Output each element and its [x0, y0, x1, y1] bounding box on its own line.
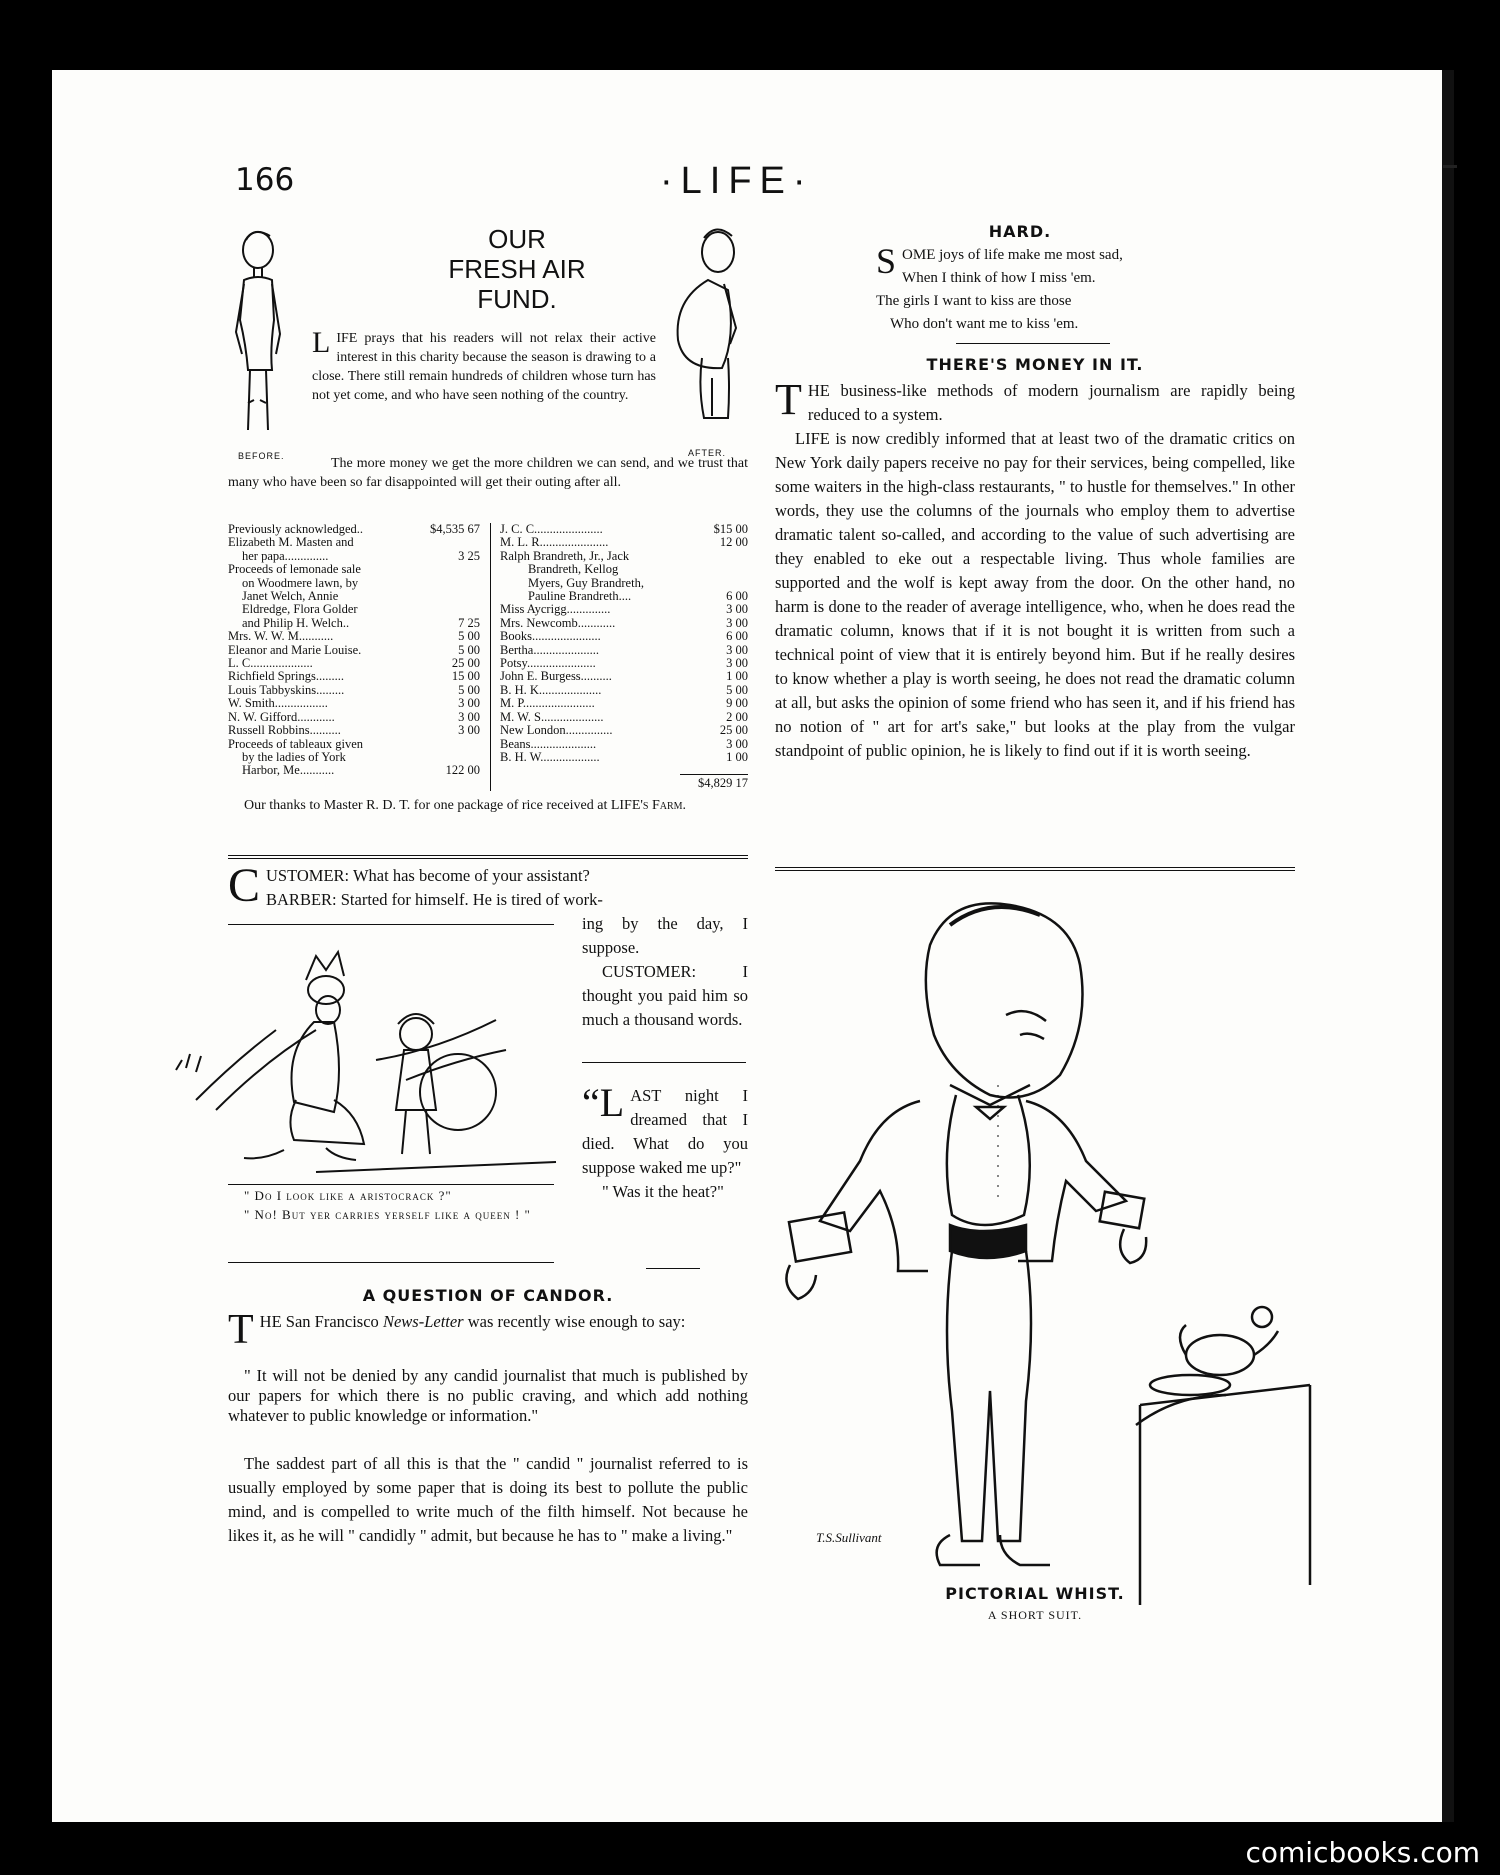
customer-line1: USTOMER: What has become of your assistant? [266, 866, 590, 885]
money-life-lead: LIFE [795, 429, 830, 448]
donor-amount: 6 00 [726, 629, 748, 644]
donor-name: Proceeds of tableaux given [228, 737, 364, 751]
donor-row [500, 563, 748, 576]
donor-name: Mrs. Newcomb............ [500, 616, 616, 630]
customer-dropcap: C [228, 859, 261, 912]
cartoon-rule-final [228, 1262, 554, 1263]
money-title: THERE'S MONEY IN IT. [926, 355, 1144, 374]
poem-line2: When I think of how I miss 'em. [902, 270, 1096, 286]
donor-amount: 3 00 [458, 723, 480, 738]
donor-name: John E. Burgess.......... [500, 670, 612, 684]
donor-row [500, 577, 748, 590]
donor-amount: $4,535 67 [430, 522, 480, 536]
whist-title: PICTORIAL WHIST. [945, 1584, 1125, 1603]
donor-amount: 3 00 [458, 709, 480, 724]
donor-amount: 2 00 [726, 709, 748, 724]
total-rule [680, 774, 748, 775]
donor-name: L. C.................... [228, 657, 313, 671]
fresh-air-title-line2: FRESH AIR [448, 254, 586, 284]
cartoon-rule-bottom [228, 1184, 554, 1185]
donor-name: Previously acknowledged.. [228, 523, 364, 536]
donor-name: Proceeds of lemonade sale [228, 563, 361, 577]
donor-amount [430, 563, 480, 576]
donor-name: B. H. K.................... [500, 683, 602, 697]
poem-line4: Who don't want me to kiss 'em. [890, 316, 1079, 332]
fresh-air-para1: IFE prays that his readers will not relax their active interest in this charity because the season is drawing to a close. There still remain hundreds of children whose turn has not yet come, and who have seen nothing of the country. [312, 331, 656, 403]
donor-name: Beans..................... [500, 737, 597, 751]
cartoon-caption [228, 1186, 554, 1224]
donor-name: M. L. R...................... [500, 536, 609, 550]
donor-name: W. Smith................. [228, 697, 328, 711]
donor-name: Richfield Springs......... [228, 670, 344, 684]
after-boy-illustration [668, 228, 750, 443]
donor-row [228, 550, 480, 563]
candor-dropcap: T [228, 1307, 254, 1353]
donor-row [228, 684, 480, 697]
donor-row [500, 603, 748, 616]
donor-name: N. W. Gifford............ [228, 710, 335, 724]
money-article [775, 375, 1295, 763]
hard-poem-title: HARD. [988, 222, 1052, 241]
donor-amount: 1 00 [726, 749, 748, 764]
section-rule-2 [775, 867, 1295, 868]
donor-amount [698, 563, 748, 576]
donor-name: Bertha..................... [500, 643, 599, 657]
donor-row [500, 724, 748, 737]
donor-name: Ralph Brandreth, Jr., Jack [500, 549, 630, 563]
donor-amount: 12 00 [719, 535, 748, 550]
donor-row [228, 697, 480, 710]
donor-name: B. H. W................... [500, 750, 600, 764]
customer-continuation [582, 912, 748, 1032]
caption-line1: " Do I look like a aristocrack ?" [244, 1188, 452, 1203]
watermark: comicbooks.com [1245, 1836, 1480, 1869]
donor-amount: 3 25 [458, 548, 480, 563]
fresh-air-thanks [228, 796, 748, 815]
fund-total: $4,829 17 [698, 776, 748, 790]
donor-amount [430, 603, 480, 616]
donor-row [228, 630, 480, 643]
donor-name: J. C. C...................... [500, 523, 603, 536]
donor-row [500, 751, 748, 764]
donor-amount: 25 00 [719, 723, 748, 738]
donor-amount: 5 00 [726, 682, 748, 697]
donor-amount: 3 00 [726, 642, 748, 657]
customer-joke [228, 859, 748, 912]
thanks-text: Our thanks to Master R. D. T. for one package of rice received at [244, 798, 608, 813]
donor-name: M. P....................... [500, 697, 595, 711]
fresh-air-title-line3: FUND. [477, 284, 557, 314]
spine-tick-mark [1443, 165, 1457, 168]
donor-row [500, 617, 748, 630]
donor-name: Myers, Guy Brandreth, [528, 576, 644, 590]
cartoon-rule-top [228, 924, 554, 925]
page-spine [1442, 70, 1454, 1822]
donor-amount: 9 00 [726, 696, 748, 711]
poem-line1: OME joys of life make me most sad, [902, 247, 1123, 263]
customer-continuation-text: ing by the day, I suppose. [582, 914, 748, 957]
donor-amount: 7 25 [458, 615, 480, 630]
donor-row [228, 617, 480, 630]
donor-row [228, 711, 480, 724]
poem-rule [956, 343, 1110, 344]
section-rule-1b [228, 858, 748, 859]
thanks-farm: LIFE's Farm. [610, 798, 687, 813]
pictorial-whist-illustration [780, 885, 1280, 1575]
donor-name: Pauline Brandreth.... [528, 590, 632, 604]
donor-amount: 3 00 [726, 602, 748, 617]
donor-row [500, 536, 748, 549]
donor-row [228, 563, 480, 576]
customer-line3: CUSTOMER: I thought you paid him so much a thousand words. [582, 962, 748, 1029]
donor-amount: 122 00 [445, 763, 480, 778]
after-label: AFTER. [688, 448, 727, 458]
hard-dropcap: S [876, 241, 897, 281]
donor-amount [430, 590, 480, 603]
donor-name: Eldredge, Flora Golder [242, 603, 358, 617]
donor-name: her papa.............. [242, 549, 329, 563]
hard-poem [876, 241, 1216, 336]
donor-row [500, 523, 748, 536]
candor-intro-a: HE San Francisco [259, 1312, 383, 1331]
fresh-air-dropcap: L [312, 326, 331, 359]
whist-subtitle: A SHORT SUIT. [987, 1608, 1083, 1622]
donor-row [500, 657, 748, 670]
donor-row [228, 724, 480, 737]
money-para2: is now credibly informed that at least two of the dramatic critics on New York daily papers receive no pay for their services, being compelled, like some waiters in the high-class restaurants, " to hustle for themselves." In other words, they use the columns of the journals who employ them to advertise dramatic talent so-called, and according to the value of such advertising are they enabled to eke out a respectable living. Thus whole families are supported and the wolf is kept away from the door. On the other hand, no harm is done to the reader of average intelligence, who, when he does read the dramatic column, knows that if it is not bought it is written from such a technical point of view that it is entirely beyond him. But if he really desires to know whether a play is worth seeing, he does not read the dramatic column at all, but asks the opinion of some friend who has seen it, and if his friend has no notion of " art for art's sake," but looks at the play from the vulgar standpoint of public opinion, he is likely to find out if it is worth seeing. [775, 429, 1295, 760]
donor-row [500, 630, 748, 643]
donor-list-left [228, 523, 480, 778]
list-divider [490, 523, 491, 791]
donor-name: Elizabeth M. Masten and [228, 536, 354, 550]
dream-line1: AST night I dreamed that I died. What do you suppose waked me up?" [582, 1086, 748, 1177]
page-number: 166 [235, 162, 295, 198]
candor-title: A QUESTION OF CANDOR. [362, 1286, 614, 1305]
donor-name: Miss Aycrigg.............. [500, 603, 611, 617]
donor-list-right [500, 523, 748, 764]
caption-line2: " No! But yer carries yerself like a queen ! " [244, 1207, 531, 1222]
donor-row [228, 523, 480, 536]
candor-intro-b: was recently wise enough to say: [463, 1312, 686, 1331]
section-rule-2b [775, 870, 1295, 871]
donor-amount: 15 00 [451, 669, 480, 684]
donor-name: New London............... [500, 724, 613, 738]
donor-row [228, 657, 480, 670]
before-boy-illustration [226, 228, 288, 443]
fresh-air-para2: The more money we get the more children we can send, and we trust that many who have been so far disappointed will get their outing after all. [228, 456, 748, 490]
dream-rule-bottom [646, 1268, 700, 1269]
donor-amount: $15 00 [713, 522, 748, 536]
money-para1: HE business-like methods of modern journalism are rapidly being reduced to a system. [807, 381, 1295, 424]
customer-line2: BARBER: Started for himself. He is tired of work- [266, 890, 603, 909]
donor-row [500, 738, 748, 751]
donor-amount: 3 00 [726, 736, 748, 751]
donor-amount: 3 00 [458, 696, 480, 711]
candor-quote: " It will not be denied by any candid journalist that much is published by our papers for which there is no public craving, and which add nothing whatever to public knowledge or information." [228, 1366, 748, 1425]
fresh-air-intro [312, 326, 656, 405]
donor-name: Janet Welch, Annie [242, 590, 339, 604]
donor-row [500, 684, 748, 697]
donor-name: Mrs. W. W. M........... [228, 630, 334, 644]
masthead-title: ·LIFE· [660, 160, 814, 202]
aristocrack-cartoon [176, 950, 556, 1182]
donor-name: Potsy...................... [500, 657, 596, 671]
donor-amount [698, 550, 748, 563]
donor-row [228, 751, 480, 764]
candor-paragraph: The saddest part of all this is that the " candid " journalist referred to is usually employed by some paper that is doing its best to pollute the public mind, and is compelled to write much of the filth himself. Not because he likes it, as he will " candidly " admit, but because he has to " make a living." [228, 1454, 748, 1545]
donor-amount [430, 536, 480, 549]
donor-name: Books...................... [500, 630, 601, 644]
donor-amount: 25 00 [451, 656, 480, 671]
artist-signature: T.S.Sullivant [816, 1530, 882, 1545]
donor-name: on Woodmere lawn, by [242, 576, 359, 590]
donor-row [500, 711, 748, 724]
section-rule-1 [228, 855, 748, 856]
donor-amount: 3 00 [726, 615, 748, 630]
donor-amount [430, 577, 480, 590]
donor-row [228, 577, 480, 590]
donor-amount: 5 00 [458, 682, 480, 697]
donor-row [228, 590, 480, 603]
donor-row [500, 697, 748, 710]
donor-row [500, 590, 748, 603]
donor-name: Eleanor and Marie Louise. [228, 643, 362, 657]
before-label: BEFORE. [238, 451, 285, 461]
donor-amount: 5 00 [458, 629, 480, 644]
fresh-air-title-line1: OUR [488, 224, 546, 254]
dream-line2: " Was it the heat?" [602, 1182, 724, 1201]
donor-amount: 3 00 [726, 656, 748, 671]
donor-amount: 5 00 [458, 642, 480, 657]
donor-name: Louis Tabbyskins......... [228, 683, 345, 697]
donor-row [228, 536, 480, 549]
donor-amount [430, 751, 480, 764]
donor-row [228, 644, 480, 657]
donor-name: and Philip H. Welch.. [242, 616, 350, 630]
donor-name: Harbor, Me........... [242, 764, 335, 778]
donor-row [228, 738, 480, 751]
donor-row [500, 550, 748, 563]
donor-row [500, 644, 748, 657]
candor-intro [228, 1307, 748, 1353]
donor-amount [430, 738, 480, 751]
dream-rule-top [582, 1062, 746, 1063]
donor-amount: 6 00 [726, 589, 748, 604]
dream-dropcap: “L [582, 1080, 625, 1125]
donor-name: M. W. S.................... [500, 710, 604, 724]
money-dropcap: T [775, 375, 802, 424]
candor-paper-name: News-Letter [382, 1312, 464, 1331]
fresh-air-title [388, 224, 646, 314]
donor-row [228, 670, 480, 683]
donor-amount: 1 00 [726, 669, 748, 684]
poem-line3: The girls I want to kiss are those [876, 293, 1072, 309]
donor-name: Russell Robbins.......... [228, 724, 341, 738]
dream-joke [582, 1080, 748, 1204]
donor-name: by the ladies of York [242, 750, 346, 764]
donor-amount [698, 577, 748, 590]
donor-row [500, 670, 748, 683]
donor-name: Brandreth, Kellog [528, 563, 619, 577]
donor-row [228, 764, 480, 777]
donor-row [228, 603, 480, 616]
